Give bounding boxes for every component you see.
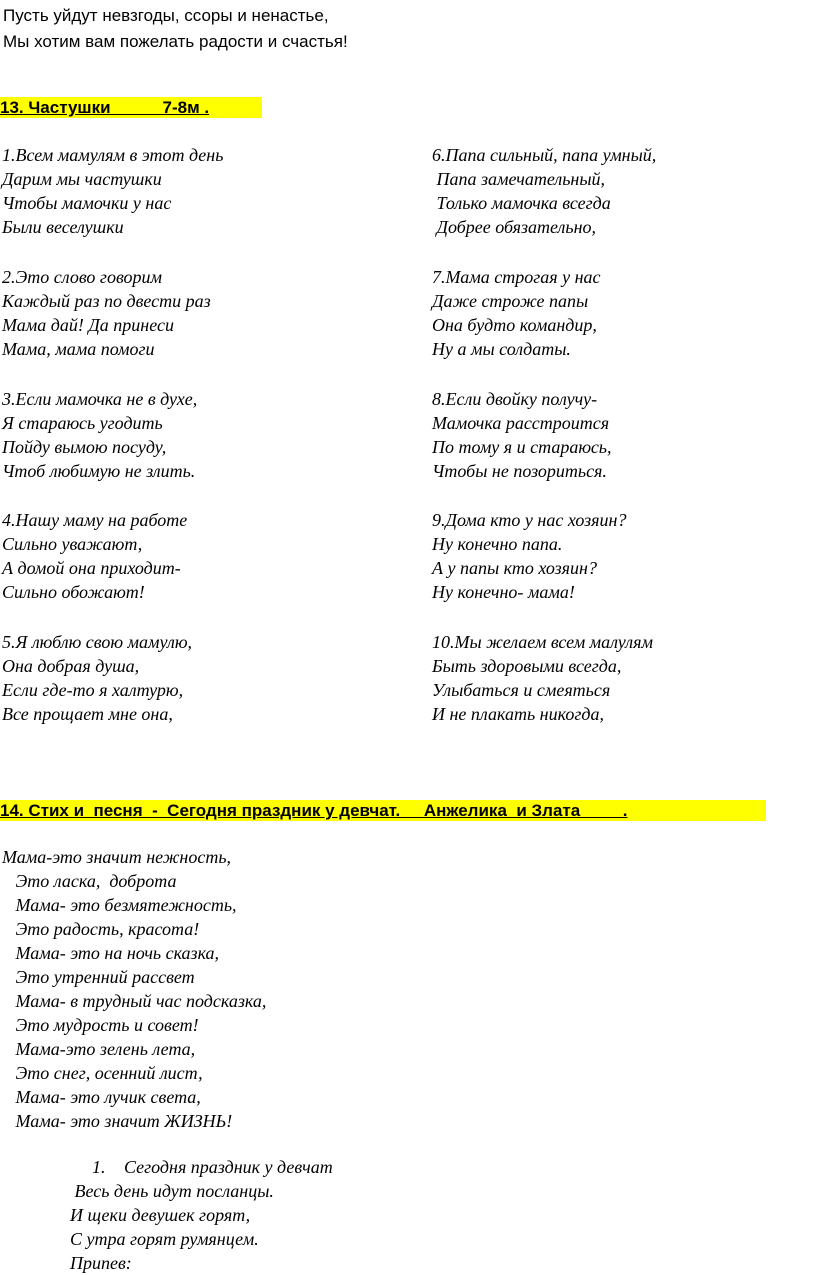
poem-line: Это снег, осенний лист, — [2, 1063, 203, 1083]
verse-line: Мама дай! Да принеси — [2, 315, 174, 335]
poem-line: Это радость, красота! — [2, 919, 200, 939]
verse-line: Добрее обязательно, — [432, 217, 597, 237]
poem-line: Мама- это на ночь сказка, — [2, 943, 220, 963]
chastushka-stanza — [2, 630, 192, 726]
verse-line: Сильно обожают! — [2, 582, 145, 602]
chastushka-stanza — [2, 143, 223, 239]
verse-line: Чтоб любимую не злить. — [2, 461, 196, 481]
poem-line: Мама- это лучик света, — [2, 1087, 201, 1107]
song-line: С утра горят румянцем. — [70, 1229, 259, 1249]
verse-line: Если где-то я халтурю, — [2, 680, 184, 700]
poem-line: Мама-это зелень лета, — [2, 1039, 196, 1059]
verse-line: И не плакать никогда, — [432, 704, 604, 724]
chastushka-stanza — [432, 143, 656, 239]
verse-line: 8.Если двойку получу- — [432, 389, 598, 409]
chastushka-stanza — [2, 508, 187, 604]
verse-line: 9.Дома кто у нас хозяин? — [432, 510, 627, 530]
song-line: И щеки девушек горят, — [70, 1205, 251, 1225]
section-14-heading: 14. Стих и песня - Сегодня праздник у девчат. Анжелика и Злата . — [0, 800, 766, 821]
verse-line: 5.Я люблю свою мамулю, — [2, 632, 193, 652]
verse-line: 6.Папа сильный, папа умный, — [432, 145, 657, 165]
poem-line: Мама- в трудный час подсказка, — [2, 991, 267, 1011]
poem-line: Мама-это значит нежность, — [2, 847, 232, 867]
poem-line: Мама- это значит ЖИЗНЬ! — [2, 1111, 233, 1131]
verse-line: Даже строже папы — [432, 291, 589, 311]
verse-line: Чтобы не позориться. — [432, 461, 607, 481]
verse-line: 7.Мама строгая у нас — [432, 267, 601, 287]
verse-line: Были веселушки — [2, 217, 124, 237]
verse-line: Быть здоровыми всегда, — [432, 656, 622, 676]
song-line: Весь день идут посланцы. — [70, 1181, 274, 1201]
verse-line: По тому я и стараюсь, — [432, 437, 612, 457]
verse-line: Улыбаться и смеяться — [432, 680, 611, 700]
intro-block — [3, 3, 348, 55]
chastushka-stanza — [432, 630, 653, 726]
poem-line: Это утренний рассвет — [2, 967, 195, 987]
song-line: Сегодня праздник у девчат — [124, 1157, 333, 1177]
verse-line: Ну конечно папа. — [432, 534, 563, 554]
verse-line: Она добрая душа, — [2, 656, 140, 676]
verse-line: Только мамочка всегда — [432, 193, 611, 213]
song-number: 1. — [92, 1157, 106, 1177]
song-first-line — [70, 1155, 333, 1179]
poem-line: Это ласка, доброта — [2, 871, 177, 891]
verse-line: Чтобы мамочки у нас — [2, 193, 172, 213]
chastushka-stanza — [2, 265, 211, 361]
verse-line: 10.Мы желаем всем малулям — [432, 632, 653, 652]
chastushka-stanza — [2, 387, 197, 483]
chastushka-stanza — [432, 265, 601, 361]
verse-line: Пойду вымою посуду, — [2, 437, 167, 457]
section-13-heading: 13. Частушки 7-8м . — [0, 97, 262, 118]
poem-line: Это мудрость и совет! — [2, 1015, 199, 1035]
verse-line: 4.Нашу маму на работе — [2, 510, 188, 530]
verse-line: А домой она приходит- — [2, 558, 181, 578]
verse-line: Дарим мы частушки — [2, 169, 162, 189]
verse-line: 1.Всем мамулям в этот день — [2, 145, 224, 165]
verse-line: Мама, мама помоги — [2, 339, 155, 359]
verse-line: 2.Это слово говорим — [2, 267, 163, 287]
verse-line: 3.Если мамочка не в духе, — [2, 389, 198, 409]
verse-line: Сильно уважают, — [2, 534, 143, 554]
verse-line: Она будто командир, — [432, 315, 597, 335]
verse-line: Ну а мы солдаты. — [432, 339, 571, 359]
intro-line: Мы хотим вам пожелать радости и счастья! — [3, 32, 348, 51]
poem-block — [2, 845, 266, 1133]
intro-line: Пусть уйдут невзгоды, ссоры и ненастье, — [3, 6, 329, 25]
verse-line: Каждый раз по двести раз — [2, 291, 211, 311]
verse-line: Ну конечно- мама! — [432, 582, 575, 602]
poem-line: Мама- это безмятежность, — [2, 895, 237, 915]
verse-line: Все прощает мне она, — [2, 704, 173, 724]
chastushka-stanza — [432, 508, 626, 604]
verse-line: Мамочка расстроится — [432, 413, 610, 433]
song-chorus-label: Припев: — [70, 1253, 132, 1273]
chastushka-stanza — [432, 387, 612, 483]
verse-line: А у папы кто хозяин? — [432, 558, 597, 578]
verse-line: Я стараюсь угодить — [2, 413, 163, 433]
song-block — [70, 1155, 333, 1275]
verse-line: Папа замечательный, — [432, 169, 606, 189]
